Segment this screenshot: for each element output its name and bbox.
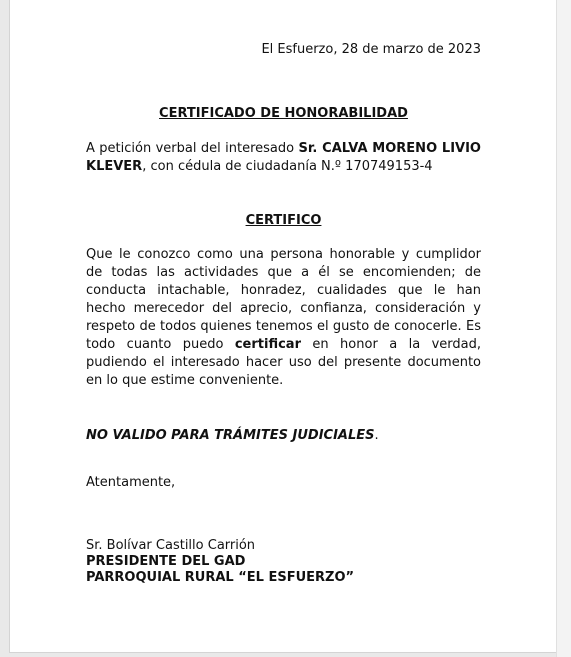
body-part-2: en honor a la verdad, pudiendo el interesado hacer uso del presente documento en lo que estime conveniente. [86,337,481,388]
vertical-scrollbar[interactable] [556,0,571,657]
body-part-1: Que le conozco como una persona honorable y cumplidor de todas las actividades que a él se encomienden; de conducta intachable, honradez, cualidades que le han hecho merecedor del aprecio, confianza, consideración y respeto de todos quienes tenemos el gusto de conocerle. Es todo cuanto puedo [86,247,481,352]
body-paragraph [86,246,481,390]
signer-role-line-1: PRESIDENTE DEL GAD [86,554,246,569]
intro-paragraph [86,140,481,176]
closing-salutation: Atentamente, [86,475,176,490]
signature-block [86,538,354,586]
body-emphasis: certificar [234,337,301,352]
validity-notice-period: . [374,428,379,443]
certifico-heading: CERTIFICO [245,213,322,228]
document-page [9,0,558,653]
intro-prefix: A petición verbal del interesado [86,141,299,156]
letter-date: El Esfuerzo, 28 de marzo de 2023 [261,42,481,57]
validity-notice [86,428,379,443]
signer-role-line-2: PARROQUIAL RURAL “EL ESFUERZO” [86,570,355,585]
signer-name: Sr. Bolívar Castillo Carrión [86,538,256,553]
certificate-title: CERTIFICADO DE HONORABILIDAD [159,106,408,121]
validity-notice-text: NO VALIDO PARA TRÁMITES JUDICIALES [86,428,375,443]
intro-person-name: Sr. CALVA MORENO LIVIO KLEVER [86,141,481,174]
intro-suffix: , con cédula de ciudadanía N.º 170749153-4 [142,159,433,174]
